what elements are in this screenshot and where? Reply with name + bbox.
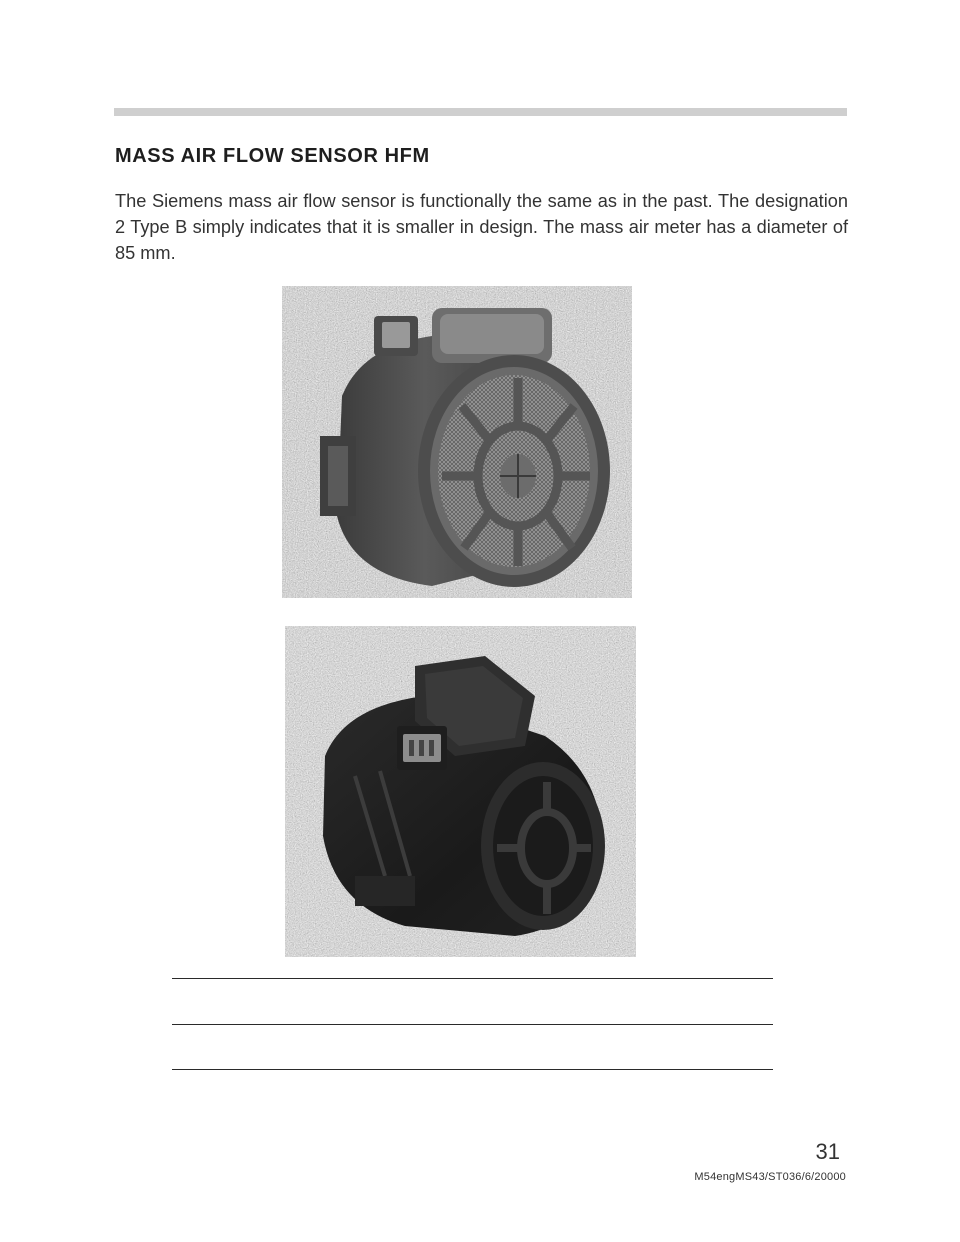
notes-line xyxy=(172,1069,773,1070)
page-number: 31 xyxy=(815,1139,840,1164)
body-paragraph: The Siemens mass air flow sensor is functionally the same as in the past. The designation 2 Type B simply indicates that it is smaller in design. The mass air meter has a diameter of 85 mm. xyxy=(115,191,848,263)
sensor-photo-angled xyxy=(285,626,636,957)
document-code: M54engMS43/ST036/6/20000 xyxy=(694,1171,846,1183)
notes-line xyxy=(172,978,773,979)
sensor-photo-front xyxy=(282,286,632,598)
notes-line xyxy=(172,1024,773,1025)
top-header-rule xyxy=(114,108,847,116)
section-heading: MASS AIR FLOW SENSOR HFM xyxy=(115,145,430,167)
